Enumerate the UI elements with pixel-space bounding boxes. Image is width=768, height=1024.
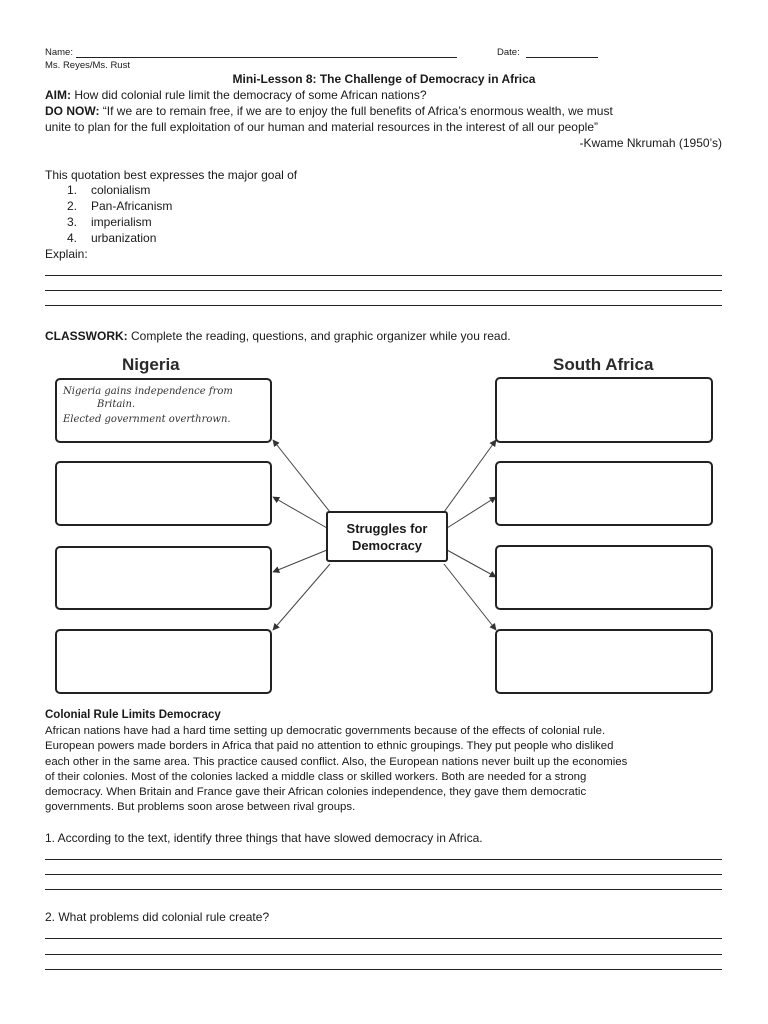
arrow-to-sa-box-4 [444, 564, 496, 630]
answer-line[interactable] [45, 889, 722, 890]
arrow-to-nigeria-box-2 [273, 497, 327, 528]
quote-line1: “If we are to remain free, if we are to enjoy the full benefits of Africa’s enormous wealth, we must [99, 104, 613, 118]
quote-attribution: -Kwame Nkrumah (1950’s) [579, 136, 722, 150]
quote-line2: unite to plan for the full exploitation of our human and material resources in the interest of all our people” [45, 120, 598, 134]
answer-line[interactable] [45, 859, 722, 860]
south-africa-heading: South Africa [553, 355, 654, 374]
classwork-label: CLASSWORK: [45, 329, 128, 343]
teachers: Ms. Reyes/Ms. Rust [45, 60, 130, 71]
option-text: colonialism [91, 183, 151, 197]
arrow-to-sa-box-2 [447, 497, 496, 528]
page-title: Mini-Lesson 8: The Challenge of Democracy in Africa [232, 72, 536, 86]
sa-box-3[interactable] [495, 545, 713, 610]
classwork-text: Complete the reading, questions, and graphic organizer while you read. [127, 329, 511, 343]
handwritten-note-line3: Elected government overthrown. [63, 414, 231, 425]
arrow-to-sa-box-3 [447, 550, 496, 577]
reading-line: of their colonies. Most of the colonies lacked a middle class or skilled workers. Both are needed for a strong [45, 770, 587, 783]
center-box [326, 511, 448, 562]
date-label: Date: [497, 47, 520, 58]
reading-line: African nations have had a hard time setting up democratic governments because of the effects of colonial rule. [45, 725, 606, 737]
nigeria-box-1[interactable] [55, 378, 272, 443]
sa-box-1[interactable] [495, 377, 713, 443]
option-text: Pan-Africanism [91, 199, 173, 213]
arrow-to-nigeria-box-3 [273, 550, 327, 572]
center-line1: Struggles for [346, 520, 428, 536]
nigeria-box-2[interactable] [55, 461, 272, 526]
option-number: 2. [67, 199, 78, 213]
name-label: Name: [45, 47, 73, 58]
nigeria-box-3[interactable] [55, 546, 272, 610]
center-line2: Democracy [351, 537, 423, 553]
explain-label: Explain: [45, 247, 88, 261]
sa-box-4[interactable] [495, 629, 713, 694]
reading-line: governments. But problems soon arose between rival groups. [45, 801, 356, 814]
answer-line[interactable] [45, 938, 722, 939]
answer-line[interactable] [45, 874, 722, 875]
question-1: 1. According to the text, identify three things that have slowed democracy in Africa. [45, 831, 483, 845]
sa-box-2[interactable] [495, 461, 713, 526]
reading-heading: Colonial Rule Limits Democracy [45, 709, 221, 721]
answer-line[interactable] [45, 954, 722, 955]
reading-line: democracy. When Britain and France gave their African colonies independence, they gave them democratic [45, 786, 587, 799]
nigeria-heading: Nigeria [122, 355, 180, 374]
option-number: 4. [67, 231, 78, 245]
aim-text: How did colonial rule limit the democracy of some African nations? [71, 88, 427, 102]
arrow-to-sa-box-1 [444, 440, 496, 512]
reading-paragraph [45, 724, 627, 816]
nigeria-box-4[interactable] [55, 629, 272, 694]
option-number: 3. [67, 215, 78, 229]
aim-label: AIM: [45, 88, 71, 102]
handwritten-note-line2: Britain. [97, 399, 136, 410]
handwritten-note-line1: Nigeria gains independence from [63, 386, 233, 397]
question-2: 2. What problems did colonial rule create? [45, 910, 270, 924]
option-text: urbanization [91, 231, 157, 245]
option-text: imperialism [91, 215, 152, 229]
arrow-to-nigeria-box-1 [273, 440, 330, 512]
reading-line: each other in the same area. This practice caused conflict. Also, the European nations never built up the economies [45, 755, 628, 768]
do-now-label: DO NOW: [45, 104, 100, 118]
reading-line: European powers made borders in Africa that paid no attention to ethnic groupings. They put people who disliked [45, 740, 614, 753]
option-number: 1. [67, 183, 78, 197]
answer-line[interactable] [45, 969, 722, 970]
arrow-to-nigeria-box-4 [273, 564, 330, 630]
question-prompt: This quotation best expresses the major goal of [45, 168, 298, 182]
